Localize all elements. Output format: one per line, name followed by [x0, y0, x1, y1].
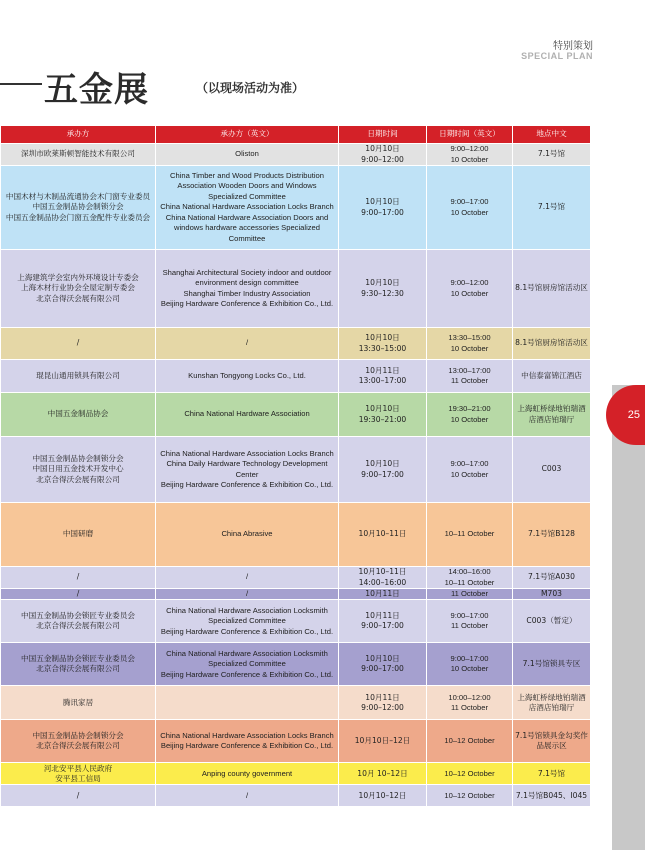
cell-venue [513, 720, 591, 763]
cell-venue [513, 567, 591, 589]
cell-organizer [1, 785, 156, 807]
table-row [1, 720, 591, 763]
cell-organizer [1, 328, 156, 360]
cell-date-en [427, 589, 513, 600]
cell-date [339, 589, 427, 600]
cell-line: 中国研磨 [62, 529, 94, 539]
page-number: 25 [627, 409, 640, 421]
cell-organizer [1, 763, 156, 785]
cell-line: 上海建筑学会室内外环境设计专委会 [17, 272, 139, 282]
cell-date [339, 567, 427, 589]
cell-date-en [427, 567, 513, 589]
cell-date-en [427, 166, 513, 250]
cell-line: 中国五金制品协会门窗五金配件专业委员会 [5, 212, 151, 222]
cell-organizer [1, 437, 156, 503]
event-schedule-table [0, 125, 591, 807]
cell-date [339, 763, 427, 785]
table-row [1, 643, 591, 686]
cell-date [339, 144, 427, 166]
cell-line: 9:00–17:00 [450, 459, 489, 469]
cell-organizer-en [156, 503, 339, 567]
cell-line: 中国五金制品协会锁匠专业委员会 [21, 654, 135, 663]
cell-organizer [1, 600, 156, 643]
cell-organizer-en [156, 393, 339, 437]
table-row [1, 567, 591, 589]
cell-line: 7.1号馆B045、I045 [515, 790, 588, 800]
col-header-organizer: 承办方 [1, 126, 156, 144]
table-row [1, 763, 591, 785]
cell-line: / [76, 589, 80, 598]
cell-line: 9:00–17:00 [361, 664, 404, 674]
cell-line: Oliston [235, 149, 259, 159]
cell-line: 19:30–21:00 [358, 414, 407, 424]
table-row [1, 393, 591, 437]
cell-line: 10月10日 [365, 459, 400, 469]
cell-organizer-en [156, 360, 339, 393]
cell-date [339, 785, 427, 807]
cell-line: China National Hardware Association Locksmith Specialized Committee [166, 648, 328, 669]
cell-line: C003 [541, 464, 562, 474]
cell-line: 10月10日–12日 [354, 736, 411, 746]
cell-line: 13:30–15:00 [358, 343, 407, 353]
cell-line: 10月10–11日 [358, 529, 407, 539]
cell-line: 10 October [450, 154, 489, 164]
cell-line: 10月10日 [365, 654, 400, 663]
cell-line: 腾讯家居 [62, 697, 94, 707]
cell-venue [513, 503, 591, 567]
section-header-cn: 特别策划 [553, 41, 593, 52]
cell-date [339, 643, 427, 686]
col-header-venue: 地点中文 [513, 126, 591, 144]
cell-line: 7.1号馆锁具专区 [522, 659, 581, 669]
cell-line: M703 [540, 589, 563, 598]
cell-line: 中国木材与木制品流通协会木门窗专业委员 [5, 191, 151, 201]
cell-line: 9:00–17:00 [361, 207, 404, 217]
table-row [1, 437, 591, 503]
cell-line: China National Hardware Association Locks Branch [160, 202, 334, 212]
cell-line: 上海木材行业协会全屋定制专委会 [21, 283, 135, 293]
cell-line: 10 October [450, 288, 489, 298]
cell-line: 9:00–17:00 [450, 611, 489, 620]
cell-line: 10–12 October [444, 768, 495, 778]
cell-organizer [1, 567, 156, 589]
table-row [1, 503, 591, 567]
cell-line: Beijing Hardware Conference & Exhibition Co., Ltd. [160, 298, 334, 308]
cell-line: C003（暂定） [526, 616, 577, 626]
cell-date-en [427, 250, 513, 328]
cell-date [339, 393, 427, 437]
cell-line: 安平县工信局 [55, 773, 101, 783]
cell-line: / [76, 572, 80, 582]
cell-line: 中信泰富锦江酒店 [521, 370, 582, 380]
cell-line: Shanghai Timber Industry Association [183, 288, 311, 298]
cell-line: 10月11日 [365, 365, 400, 375]
cell-date-en [427, 785, 513, 807]
cell-venue [513, 328, 591, 360]
cell-line: 11 October [450, 589, 488, 598]
cell-line: 10月 10–12日 [357, 768, 408, 778]
cell-line: China National Hardware Association [184, 409, 310, 419]
cell-line: China Daily Hardware Technology Development Center [166, 459, 328, 479]
cell-line: 9:00–17:00 [450, 197, 489, 207]
col-header-date: 日期时间 [339, 126, 427, 144]
cell-line: 11 October [450, 621, 488, 631]
col-header-organizer-en: 承办方（英文） [156, 126, 339, 144]
cell-line: 11 October [450, 702, 488, 712]
cell-line: Beijing Hardware Conference & Exhibition Co., Ltd. [160, 741, 334, 751]
cell-line: 10月10日 [365, 197, 400, 207]
cell-line: / [76, 790, 80, 800]
cell-organizer-en [156, 763, 339, 785]
cell-line: China Abrasive [221, 529, 273, 539]
cell-line: 10月11日 [365, 611, 400, 620]
cell-venue [513, 250, 591, 328]
cell-line: / [245, 589, 249, 598]
cell-organizer [1, 250, 156, 328]
cell-organizer [1, 720, 156, 763]
cell-line: China National Hardware Association Doors and windows hardware accessories Specialized Committee [165, 212, 329, 243]
cell-line: 中国五金制品协会制锁分会 [32, 731, 124, 740]
cell-line: 14:00–16:00 [358, 577, 407, 587]
cell-line: 9:00–17:00 [361, 621, 404, 631]
cell-venue [513, 785, 591, 807]
cell-line: / [245, 338, 249, 348]
cell-line: 13:00–17:00 [448, 365, 491, 375]
cell-line: 10月10–12日 [358, 790, 407, 800]
cell-venue [513, 763, 591, 785]
section-header-en: SPECIAL PLAN [521, 51, 593, 61]
cell-line: 北京合得沃会展有限公司 [36, 293, 120, 303]
cell-line: 10 October [450, 343, 489, 353]
cell-venue [513, 600, 591, 643]
cell-date-en [427, 686, 513, 720]
cell-line: China National Hardware Association Locks Branch [160, 448, 334, 458]
cell-date [339, 437, 427, 503]
cell-line: 7.1号馆 [537, 768, 566, 778]
cell-line: 7.1号馆 [537, 149, 566, 159]
table-row [1, 589, 591, 600]
cell-line: 9:00–17:00 [361, 469, 404, 479]
cell-line: 北京合得沃会展有限公司 [36, 664, 120, 674]
table-row [1, 250, 591, 328]
cell-venue [513, 686, 591, 720]
col-header-date-en: 日期时间（英文） [427, 126, 513, 144]
cell-venue [513, 166, 591, 250]
cell-date [339, 166, 427, 250]
cell-organizer-en [156, 720, 339, 763]
cell-organizer-en [156, 328, 339, 360]
table-row [1, 166, 591, 250]
cell-line: 8.1号馆厨房馆活动区 [515, 338, 588, 348]
cell-line: Kunshan Tongyong Locks Co., Ltd. [188, 370, 306, 380]
cell-line: Beijing Hardware Conference & Exhibition Co., Ltd. [160, 669, 334, 679]
cell-line: / [76, 338, 80, 348]
cell-date [339, 360, 427, 393]
cell-line: 10月10日 [365, 144, 400, 154]
cell-line: 14:00–16:00 [448, 567, 491, 577]
cell-line: 10月10日 [365, 333, 400, 343]
cell-line: 9:00–12:00 [450, 278, 489, 288]
cell-date [339, 720, 427, 763]
cell-line: 中国五金制品协会 [47, 409, 109, 419]
cell-date [339, 503, 427, 567]
cell-line: China National Hardware Association Locks Branch [160, 731, 334, 740]
table-row [1, 600, 591, 643]
cell-venue [513, 144, 591, 166]
cell-line: 10:00–12:00 [448, 692, 491, 702]
table-header-row [1, 126, 591, 144]
cell-line: 10–12 October [444, 790, 495, 800]
side-bar [612, 385, 645, 850]
cell-date-en [427, 393, 513, 437]
cell-line: 9:00–12:00 [361, 154, 404, 164]
cell-venue [513, 437, 591, 503]
cell-organizer-en [156, 166, 339, 250]
title-rule [0, 83, 42, 85]
cell-line: 北京合得沃会展有限公司 [36, 741, 120, 751]
cell-date-en [427, 328, 513, 360]
cell-date-en [427, 144, 513, 166]
cell-organizer [1, 503, 156, 567]
cell-line: 10月11日 [365, 589, 400, 598]
cell-line: 10 October [450, 469, 489, 479]
cell-line: 10–11 October [444, 577, 495, 587]
cell-line: 9:00–17:00 [450, 654, 489, 663]
cell-line: 10–12 October [444, 736, 495, 746]
table-row [1, 360, 591, 393]
table-row [1, 328, 591, 360]
cell-organizer-en [156, 589, 339, 600]
cell-line: China National Hardware Association Locksmith Specialized Committee [166, 605, 328, 626]
cell-line: 7.1号馆B128 [528, 529, 575, 539]
cell-line: 10月10日 [365, 404, 400, 414]
cell-line: 河北安平县人民政府 [43, 763, 113, 773]
page-subtitle: （以现场活动为准） [196, 81, 305, 95]
cell-line: 10 October [450, 414, 489, 424]
cell-venue [513, 589, 591, 600]
cell-line: 7.1号馆锁具金勾奖作品展示区 [515, 731, 588, 751]
cell-line: / [245, 572, 249, 582]
cell-line: Beijing Hardware Conference & Exhibition Co., Ltd. [160, 626, 334, 636]
cell-line: 11 October [450, 376, 488, 385]
cell-organizer [1, 144, 156, 166]
cell-line: Shanghai Architectural Society indoor and outdoor environment design committee [162, 267, 332, 288]
cell-date-en [427, 503, 513, 567]
cell-line: 琨昆山通用锁具有限公司 [36, 370, 120, 380]
cell-line: 7.1号馆A030 [528, 572, 575, 582]
cell-line: Anping county government [201, 768, 293, 778]
cell-date-en [427, 360, 513, 393]
cell-line: 9:30–12:30 [361, 288, 404, 298]
cell-date-en [427, 763, 513, 785]
cell-line: 13:00–17:00 [358, 376, 407, 385]
table-row [1, 686, 591, 720]
cell-line: 10–11 October [444, 529, 495, 539]
cell-line: 中国五金制品协会锁匠专业委员会 [21, 611, 135, 620]
cell-date-en [427, 643, 513, 686]
cell-organizer-en [156, 567, 339, 589]
cell-line: 7.1号馆 [537, 202, 566, 212]
cell-line: 中国五金制品协会制锁分会 [32, 202, 124, 212]
cell-line: 中国五金制品协会制锁分会 [32, 453, 124, 463]
cell-venue [513, 360, 591, 393]
cell-line: China Timber and Wood Products Distribution Association Wooden Doors and Windows Specialized Committee [170, 171, 324, 201]
cell-line: Beijing Hardware Conference & Exhibition Co., Ltd. [160, 479, 334, 489]
cell-date-en [427, 437, 513, 503]
cell-organizer-en [156, 785, 339, 807]
cell-venue [513, 643, 591, 686]
cell-line: 10月10–11日 [358, 567, 407, 577]
cell-date [339, 328, 427, 360]
table-row [1, 144, 591, 166]
cell-date [339, 250, 427, 328]
cell-organizer-en [156, 250, 339, 328]
cell-organizer [1, 643, 156, 686]
cell-organizer [1, 686, 156, 720]
cell-organizer [1, 393, 156, 437]
cell-date-en [427, 600, 513, 643]
cell-date-en [427, 720, 513, 763]
cell-organizer-en [156, 643, 339, 686]
cell-organizer-en [156, 600, 339, 643]
cell-line: 9:00–12:00 [450, 144, 489, 154]
cell-line: / [245, 790, 249, 800]
cell-date [339, 686, 427, 720]
cell-line: 10 October [450, 207, 489, 217]
cell-organizer-en [156, 686, 339, 720]
cell-organizer [1, 166, 156, 250]
cell-line: 中国日用五金技术开发中心 [32, 464, 124, 474]
cell-line: 10 October [450, 664, 489, 674]
cell-organizer-en [156, 144, 339, 166]
table-row [1, 785, 591, 807]
cell-line: 深圳市欧莱斯顿智能技术有限公司 [21, 149, 135, 159]
cell-organizer-en [156, 437, 339, 503]
cell-line: 13:30–15:00 [448, 333, 491, 343]
cell-line: 9:00–12:00 [361, 702, 404, 712]
page-title: 五金展 [44, 70, 149, 110]
cell-line: 8.1号馆厨房馆活动区 [515, 283, 588, 293]
cell-line: 10月10日 [365, 278, 400, 288]
cell-line: 19:30–21:00 [448, 404, 491, 414]
cell-line: 10月11日 [365, 692, 400, 702]
cell-line: 北京合得沃会展有限公司 [36, 474, 120, 484]
cell-line: 北京合得沃会展有限公司 [36, 621, 120, 631]
cell-organizer [1, 360, 156, 393]
cell-line: 上海虹桥绿地铂瑞酒店酒店铂瑞厅 [517, 404, 586, 424]
cell-organizer [1, 589, 156, 600]
cell-date [339, 600, 427, 643]
cell-venue [513, 393, 591, 437]
cell-line: 上海虹桥绿地铂瑞酒店酒店铂瑞厅 [517, 692, 586, 712]
